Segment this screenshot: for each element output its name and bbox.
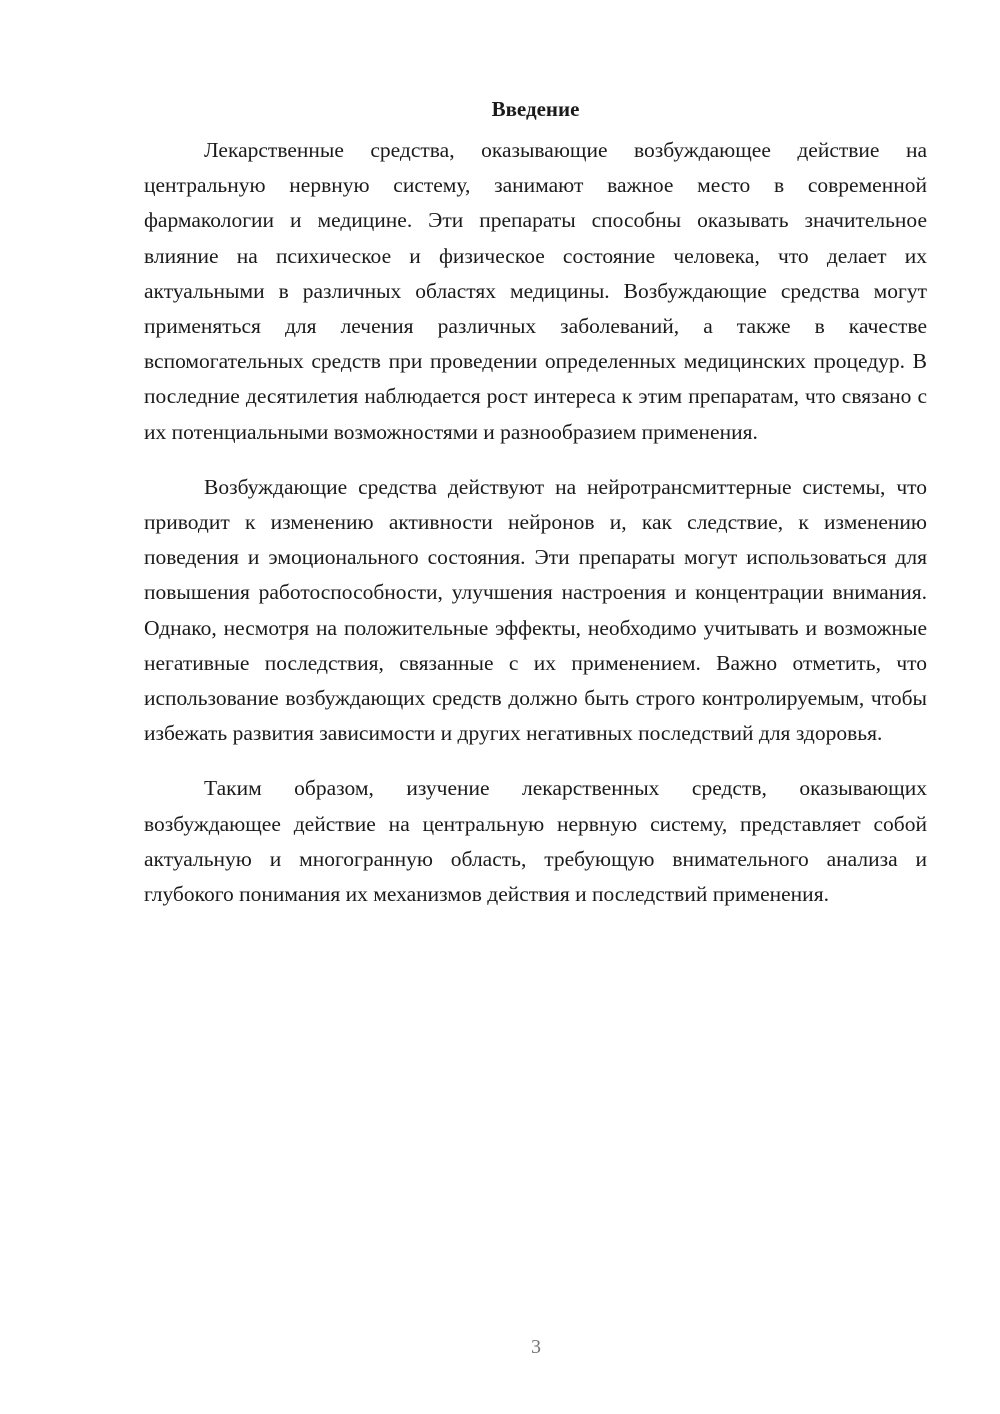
paragraph-3: Таким образом, изучение лекарственных средств, оказывающих возбуждающее действие на центральную нервную систему, представляет собой актуальную и многогранную область, требующую внимательного анализа и глубокого понимания их механизмов действия и последствий применения. [144,776,927,907]
document-body [144,92,927,932]
paragraph-2: Возбуждающие средства действуют на нейротрансмиттерные системы, что приводит к изменению активности нейронов и, как следствие, к изменению поведения и эмоционального состояния. Эти препараты могут использоваться для повышения работоспособности, улучшения настроения и концентрации внимания. Однако, несмотря на положительные эффекты, необходимо учитывать и возможные негативные последствия, связанные с их применением. Важно отметить, что использование возбуждающих средств должно быть строго контролируемым, чтобы избежать развития зависимости и других негативных последствий для здоровья. [144,474,927,746]
paragraph-1: Лекарственные средства, оказывающие возбуждающее действие на центральную нервную систему, занимают важное место в современной фармакологии и медицине. Эти препараты способны оказывать значительное влияние на психическое и физическое состояние человека, что делает их актуальными в различных областях медицины. Возбуждающие средства могут применяться для лечения различных заболеваний, а также в качестве вспомогательных средств при проведении определенных медицинских процедур. В последние десятилетия наблюдается рост интереса к этим препаратам, что связано с их потенциальными возможностями и разнообразием применения. [144,138,927,444]
section-heading: Введение [491,97,580,121]
page-number: 3 [531,1336,541,1358]
